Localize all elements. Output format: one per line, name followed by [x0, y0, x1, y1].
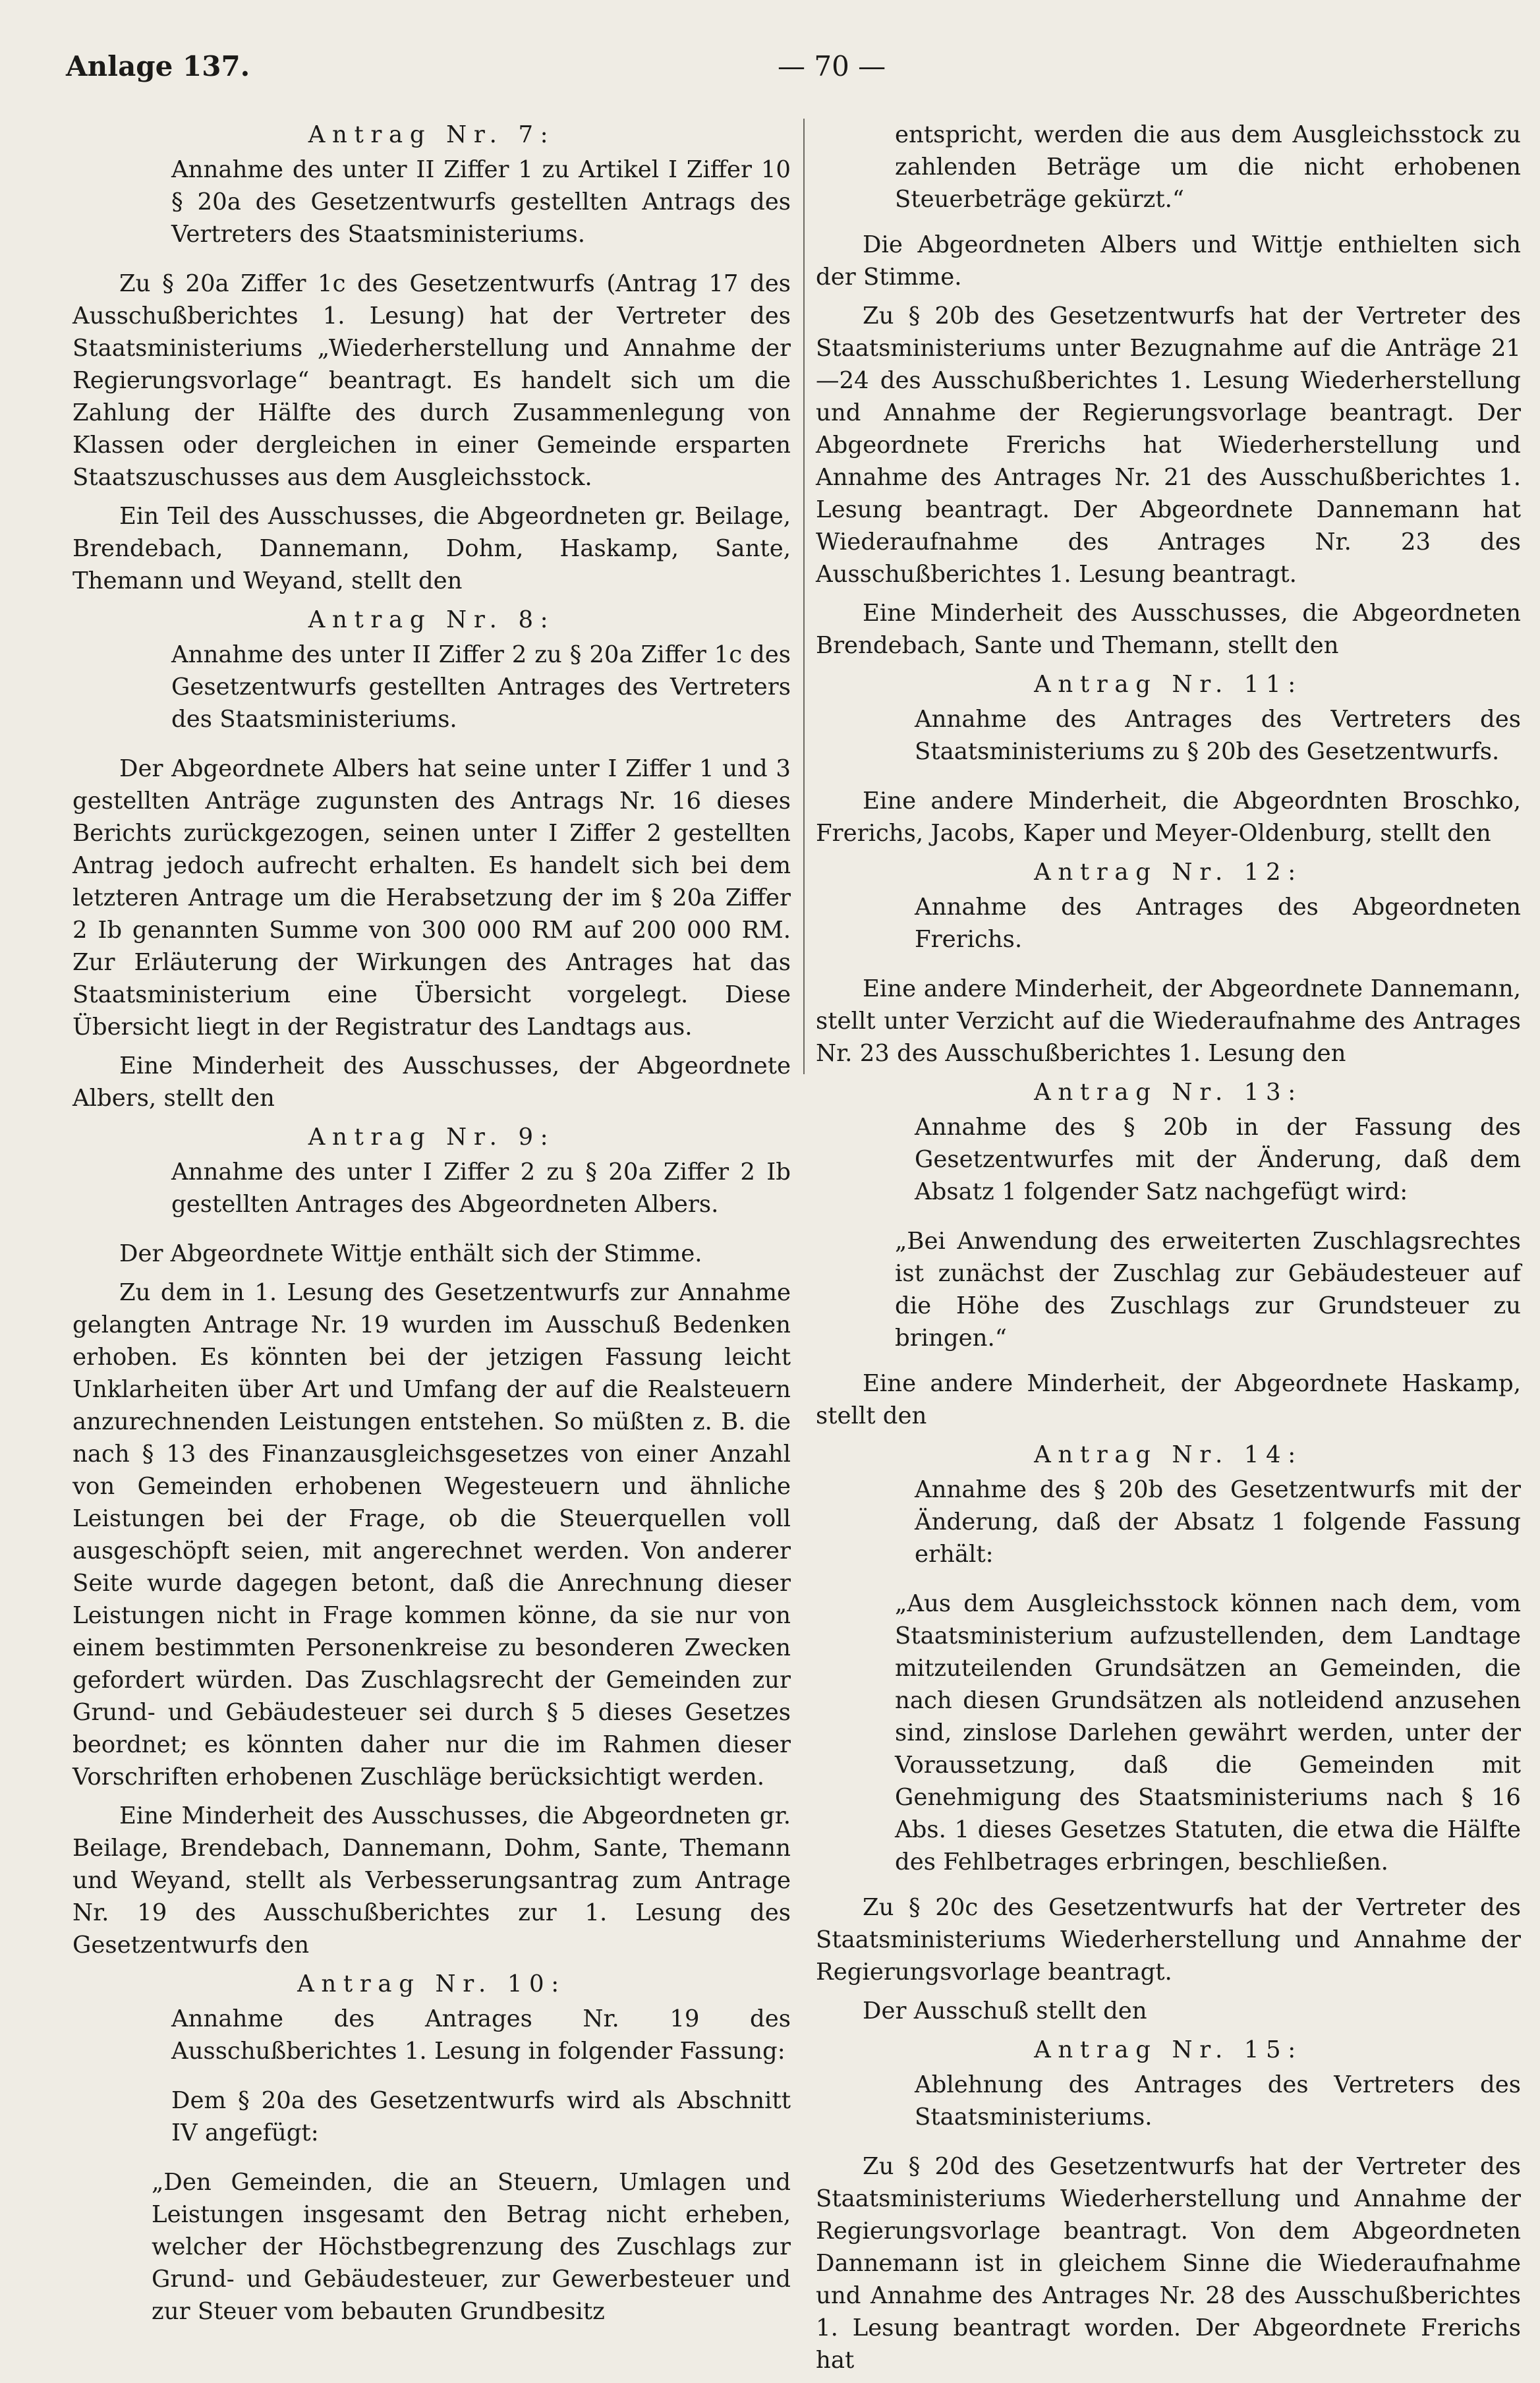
paragraph: Zu § 20c des Gesetzentwurfs hat der Vertreter des Staatsministeriums Wiederherstellung und Annahme der Regierungsvorlage beantragt. [816, 1894, 1521, 1986]
paragraph: Der Ausschuß stellt den [863, 1997, 1147, 2024]
paragraph: Ein Teil des Ausschusses, die Abgeordneten gr. Beilage, Brendebach, Dannemann, Dohm, Haskamp, Sante, Themann und Weyand, stellt den [72, 503, 791, 594]
left-column [72, 119, 791, 2341]
paragraph: Die Abgeordneten Albers und Wittje enthielten sich der Stimme. [816, 231, 1521, 291]
antrag-heading: Antrag Nr. 11: [1034, 671, 1303, 698]
antrag-heading: Antrag Nr. 14: [1034, 1441, 1303, 1468]
quoted-text: „Bei Anwendung des erweiterten Zuschlagsrechtes ist zunächst der Zuschlag zur Gebäudesteuer auf die Höhe des Zuschlags zur Grundsteuer zu bringen.“ [895, 1228, 1521, 1352]
paragraph: Eine Minderheit des Ausschusses, die Abgeordneten gr. Beilage, Brendebach, Dannemann, Dohm, Sante, Themann und Weyand, stellt als Verbesserungsantrag zum Antrage Nr. 19 des Ausschußberichtes zur 1. Lesung des Gesetzentwurfs den [72, 1802, 791, 1959]
paragraph: Zu § 20b des Gesetzentwurfs hat der Vertreter des Staatsministeriums unter Bezugnahme auf die Anträge 21—24 des Ausschußberichtes 1. Lesung Wiederherstellung und Annahme der Regierungsvorlage beantragt. Der Abgeordnete Frerichs hat Wiederherstellung und Annahme des Antrages Nr. 21 des Ausschußberichtes 1. Lesung beantragt. Der Abgeordnete Dannemann hat Wiederaufnahme des Antrages Nr. 23 des Ausschußberichtes 1. Lesung beantragt. [816, 302, 1521, 588]
paragraph: Zu § 20a Ziffer 1c des Gesetzentwurfs (Antrag 17 des Ausschußberichtes 1. Lesung) hat der Vertreter des Staatsministeriums „Wiederherstellung und Annahme der Regierungsvorlage“ beantragt. Es handelt sich um die Zahlung der Hälfte des durch Zusammenlegung von Klassen oder dergleichen in einer Gemeinde ersparten Staatszuschusses aus dem Ausgleichsstock. [72, 270, 791, 491]
quoted-text: „Den Gemeinden, die an Steuern, Umlagen und Leistungen insgesamt den Betrag nicht erheben, welcher der Höchstbegrenzung des Zuschlags zur Grund- und Gebäudesteuer, zur Gewerbesteuer und zur Steuer vom bebauten Grundbesitz [152, 2169, 791, 2325]
paragraph: Der Abgeordnete Albers hat seine unter I Ziffer 1 und 3 gestellten Anträge zugunsten des Antrags Nr. 16 dieses Berichts zurückgezogen, seinen unter I Ziffer 2 gestellten Antrag jedoch aufrecht erhalten. Es handelt sich bei dem letzteren Antrage um die Herabsetzung der im § 20a Ziffer 2 Ib genannten Summe von 300 000 RM auf 200 000 RM. Zur Erläuterung der Wirkungen des Antrages hat das Staatsministerium eine Übersicht vorgelegt. Diese Übersicht liegt in der Registratur des Landtags aus. [72, 755, 791, 1041]
paragraph: Zu dem in 1. Lesung des Gesetzentwurfs zur Annahme gelangten Antrage Nr. 19 wurden im Ausschuß Bedenken erhoben. Es könnten bei der jetzigen Fassung leicht Unklarheiten über Art und Umfang der auf die Realsteuern anzurechnenden Leistungen entstehen. So müßten z. B. die nach § 13 des Finanzausgleichsgesetzes von einer Anzahl von Gemeinden erhobenen Wegesteuern und ähnliche Leistungen bei der Frage, ob die Steuerquellen voll ausgeschöpft seien, mit angerechnet werden. Von anderer Seite wurde dagegen betont, daß die Anrechnung dieser Leistungen nicht in Frage kommen könne, da sie nur von einem bestimmten Personenkreise zu besonderen Zwecken gefordert würden. Das Zuschlagsrecht der Gemeinden zur Grund- und Gebäudesteuer sei durch § 5 dieses Gesetzes beordnet; es könnten daher nur die im Rahmen dieser Vorschriften erhobenen Zuschläge berücksichtigt werden. [72, 1279, 791, 1791]
antrag-heading: Antrag Nr. 13: [1034, 1079, 1303, 1106]
antrag-text: Annahme des § 20b in der Fassung des Gesetzentwurfes mit der Änderung, daß dem Absatz 1 folgender Satz nachgefügt wird: [915, 1114, 1521, 1205]
quoted-text: „Aus dem Ausgleichsstock können nach dem, vom Staatsministerium aufzustellenden, dem Landtage mitzuteilenden Grundsätzen an Gemeinden, die nach diesen Grundsätzen als notleidend anzusehen sind, zinslose Darlehen gewährt werden, unter der Voraussetzung, daß die Gemeinden mit Genehmigung des Staatsministeriums nach § 16 Abs. 1 dieses Gesetzes Statuten, die etwa die Hälfte des Fehlbetrages erbringen, beschließen. [895, 1590, 1521, 1876]
paragraph: Eine Minderheit des Ausschusses, der Abgeordnete Albers, stellt den [72, 1052, 791, 1112]
quoted-text: entspricht, werden die aus dem Ausgleichsstock zu zahlenden Beträge um die nicht erhobenen Steuerbeträge gekürzt.“ [895, 121, 1521, 213]
paragraph: Zu § 20d des Gesetzentwurfs hat der Vertreter des Staatsministeriums Wiederherstellung und Annahme der Regierungsvorlage beantragt. Von dem Abgeordneten Dannemann ist in gleichem Sinne die Wiederaufnahme und Annahme des Antrages Nr. 28 des Ausschußberichtes 1. Lesung beantragt worden. Der Abgeordnete Frerichs hat [816, 2153, 1521, 2374]
antrag-text: Ablehnung des Antrages des Vertreters des Staatsministeriums. [915, 2071, 1521, 2131]
page-number: — 70 — [778, 50, 886, 82]
paragraph: Eine andere Minderheit, die Abgeordnten Broschko, Frerichs, Jacobs, Kaper und Meyer-Oldenburg, stellt den [816, 788, 1521, 847]
antrag-heading: Antrag Nr. 15: [1034, 2036, 1303, 2063]
antrag-text: Annahme des Antrages des Vertreters des Staatsministeriums zu § 20b des Gesetzentwurfs. [915, 706, 1521, 765]
anlage-label: Anlage 137. [66, 50, 250, 82]
antrag-text: Annahme des unter I Ziffer 2 zu § 20a Ziffer 2 Ib gestellten Antrages des Abgeordneten Albers. [171, 1159, 791, 1218]
column-divider [803, 119, 805, 1074]
antrag-heading: Antrag Nr. 8: [308, 606, 556, 633]
antrag-text: Annahme des Antrages des Abgeordneten Frerichs. [915, 894, 1521, 953]
antrag-heading: Antrag Nr. 12: [1034, 859, 1303, 886]
antrag-text: Annahme des Antrages Nr. 19 des Ausschußberichtes 1. Lesung in folgender Fassung: [171, 2005, 791, 2065]
antrag-text: Annahme des unter II Ziffer 1 zu Artikel I Ziffer 10 § 20a des Gesetzentwurfs gestellten Antrags des Vertreters des Staatsministeriums. [171, 156, 791, 248]
paragraph: Eine andere Minderheit, der Abgeordnete Dannemann, stellt unter Verzicht auf die Wiederaufnahme des Antrages Nr. 23 des Ausschußberichtes 1. Lesung den [816, 975, 1521, 1067]
antrag-heading: Antrag Nr. 9: [308, 1124, 556, 1151]
paragraph: Der Abgeordnete Wittje enthält sich der Stimme. [119, 1240, 702, 1267]
antrag-text: Annahme des § 20b des Gesetzentwurfs mit der Änderung, daß der Absatz 1 folgende Fassung erhält: [915, 1476, 1521, 1568]
antrag-heading: Antrag Nr. 7: [308, 121, 556, 148]
antrag-text: Annahme des unter II Ziffer 2 zu § 20a Ziffer 1c des Gesetzentwurfs gestellten Antrages des Vertreters des Staatsministeriums. [171, 641, 791, 733]
antrag-text: Dem § 20a des Gesetzentwurfs wird als Abschnitt IV angefügt: [171, 2087, 791, 2146]
paragraph: Eine Minderheit des Ausschusses, die Abgeordneten Brendebach, Sante und Themann, stellt den [816, 600, 1521, 659]
page-header [66, 50, 1500, 103]
paragraph: Eine andere Minderheit, der Abgeordnete Haskamp, stellt den [816, 1370, 1521, 1429]
antrag-heading: Antrag Nr. 10: [297, 1970, 566, 1997]
right-column [816, 119, 1521, 2383]
